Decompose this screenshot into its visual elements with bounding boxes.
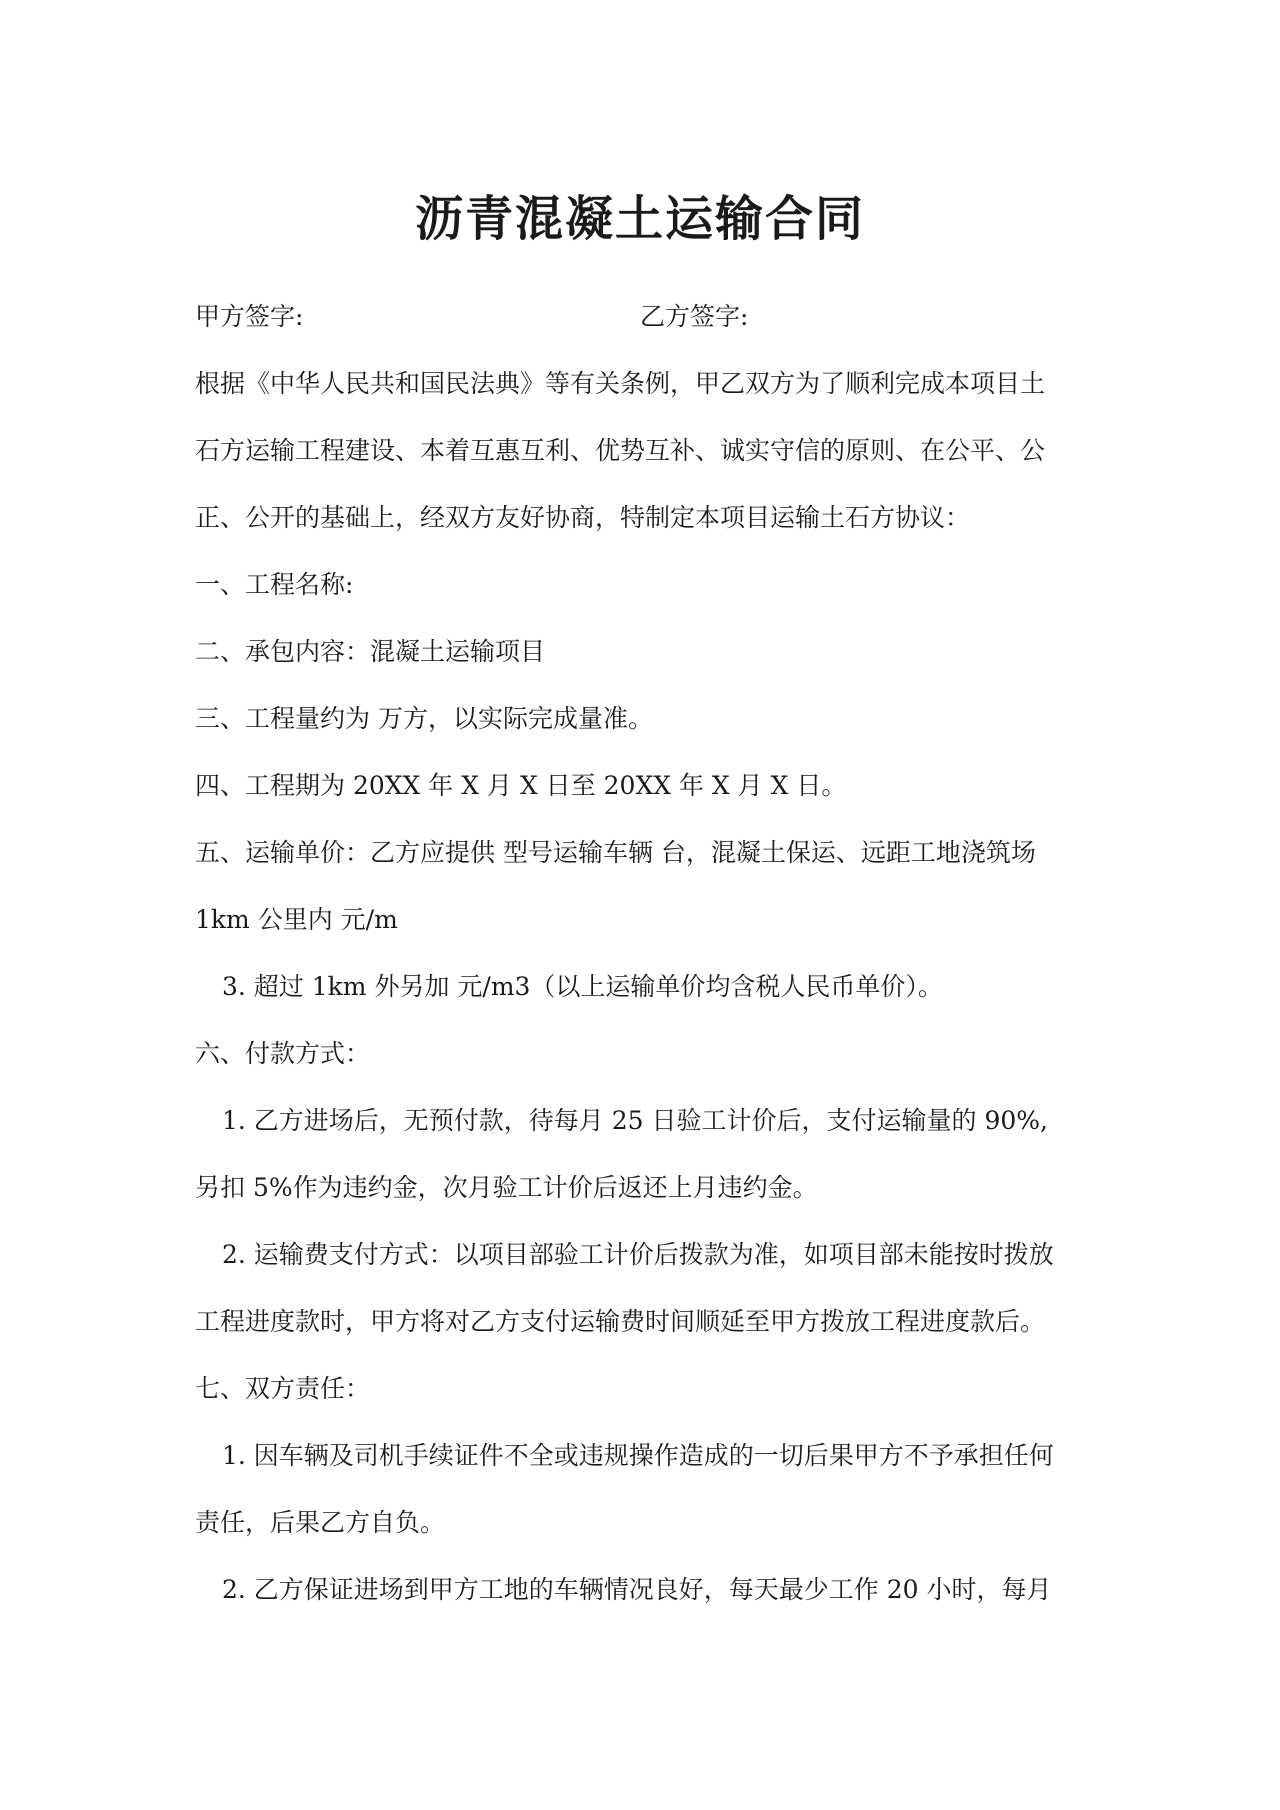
section-unit-price: 五、运输单价：乙方应提供 型号运输车辆 台，混凝土保运、远距工地浇筑场 bbox=[195, 838, 1036, 867]
party-a-signature-label: 甲方签字: bbox=[195, 302, 304, 331]
section-project-name: 一、工程名称: bbox=[195, 570, 354, 599]
payment-item-2: 2. 运输费支付方式：以项目部验工计价后拨款为准，如项目部未能按时拨放 bbox=[222, 1240, 1054, 1269]
section-responsibilities: 七、双方责任： bbox=[195, 1374, 371, 1403]
body-line-2: 石方运输工程建设、本着互惠互利、优势互补、诚实守信的原则、在公平、公 bbox=[195, 436, 1046, 465]
section-quantity: 三、工程量约为 万方，以实际完成量准。 bbox=[195, 704, 653, 733]
body-line-1: 根据《中华人民共和国民法典》等有关条例，甲乙双方为了顺利完成本项目土 bbox=[195, 369, 1046, 398]
payment-item-1-continuation: 另扣 5%作为违约金，次月验工计价后返还上月违约金。 bbox=[195, 1173, 818, 1202]
section-duration: 四、工程期为 20XX 年 X 月 X 日至 20XX 年 X 月 X 日。 bbox=[195, 771, 847, 800]
payment-item-1: 1. 乙方进场后，无预付款，待每月 25 日验工计价后，支付运输量的 90%, bbox=[222, 1106, 1048, 1135]
section-contract-scope: 二、承包内容：混凝土运输项目 bbox=[195, 637, 546, 666]
body-line-3: 正、公开的基础上，经双方友好协商，特制定本项目运输土石方协议： bbox=[195, 503, 971, 532]
responsibility-item-1: 1. 因车辆及司机手续证件不全或违规操作造成的一切后果甲方不予承担任何 bbox=[222, 1441, 1054, 1470]
party-b-signature-label: 乙方签字: bbox=[640, 302, 749, 331]
payment-item-2-continuation: 工程进度款时，甲方将对乙方支付运输费时间顺延至甲方拨放工程进度款后。 bbox=[195, 1307, 1046, 1336]
unit-price-item-3: 3. 超过 1km 外另加 元/m3（以上运输单价均含税人民币单价）。 bbox=[222, 972, 943, 1001]
document-title: 沥青混凝土运输合同 bbox=[414, 191, 865, 247]
responsibility-item-1-continuation: 责任，后果乙方自负。 bbox=[195, 1508, 446, 1537]
unit-price-continuation: 1km 公里内 元/m bbox=[195, 905, 398, 934]
section-payment: 六、付款方式： bbox=[195, 1039, 371, 1068]
responsibility-item-2: 2. 乙方保证进场到甲方工地的车辆情况良好，每天最少工作 20 小时，每月 bbox=[222, 1575, 1052, 1604]
